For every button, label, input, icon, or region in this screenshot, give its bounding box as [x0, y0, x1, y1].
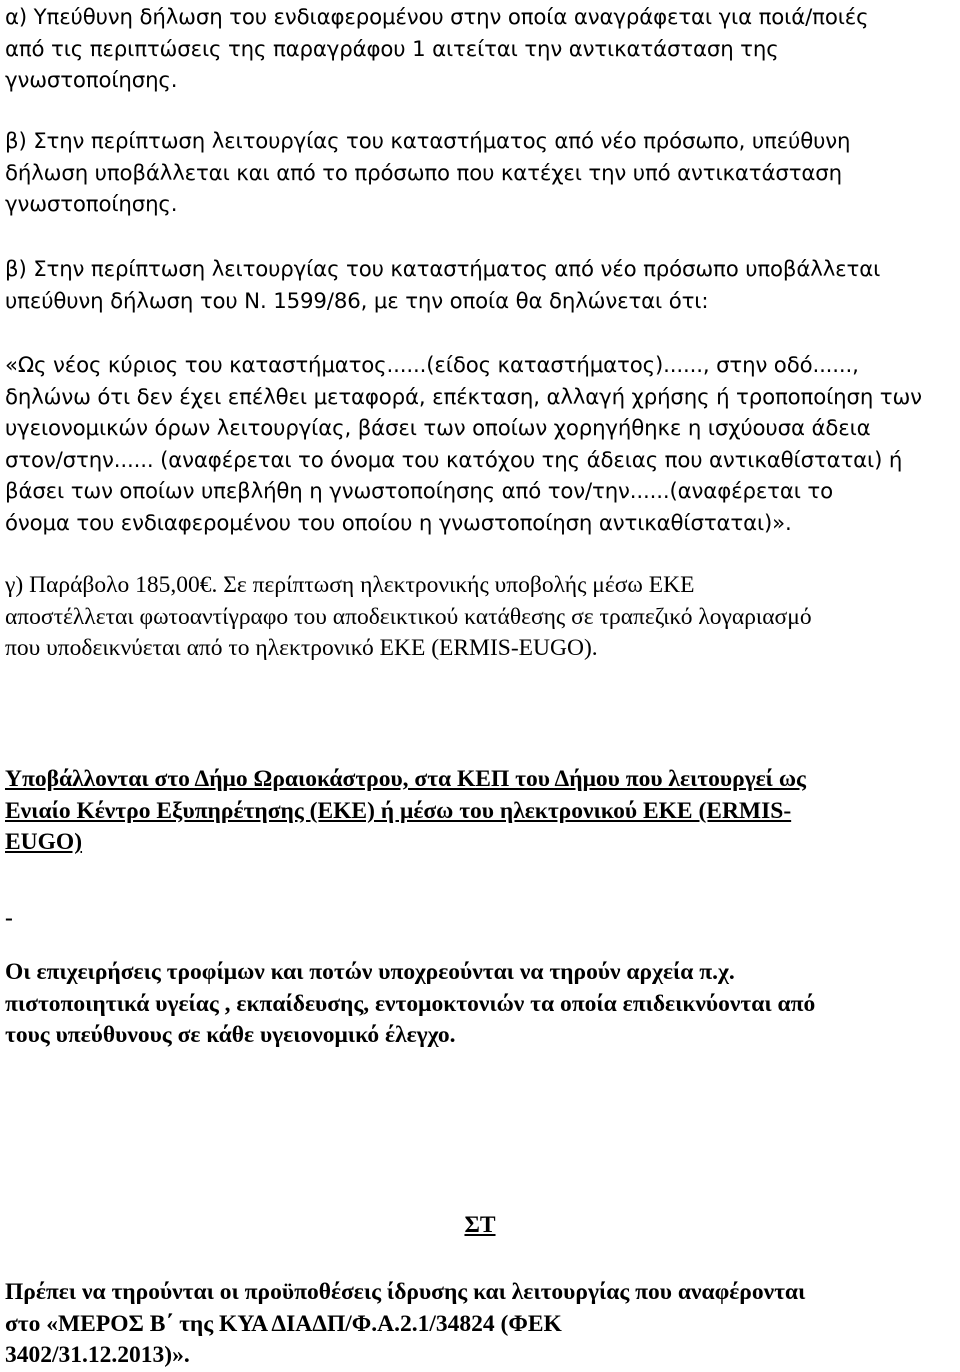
text-line: τους υπεύθυνους σε κάθε υγειονομικό έλεγχο.	[5, 1022, 456, 1048]
text-line: υγειονομικών όρων λειτουργίας, βάσει των οποίων χορηγήθηκε η ισχύουσα άδεια	[5, 416, 871, 441]
text-line: αποστέλλεται φωτοαντίγραφο του αποδεικτικού κατάθεσης σε τραπεζικό λογαριασμό	[5, 603, 812, 630]
text-line: α) Υπεύθυνη δήλωση του ενδιαφερομένου στην οποία αναγράφεται για ποιά/ποιές	[5, 5, 869, 30]
text-line: πιστοποιητικά υγείας , εκπαίδευσης, εντομοκτονιών τα οποία επιδεικνύονται από	[5, 990, 816, 1017]
text-line: δήλωση υποβάλλεται και από το πρόσωπο που κατέχει την υπό αντικατάσταση	[5, 160, 842, 186]
requirements-notice	[5, 1277, 955, 1372]
text-line: Οι επιχειρήσεις τροφίμων και ποτών υποχρεούνται να τηρούν αρχεία π.χ.	[5, 959, 735, 985]
text-line: 3402/31.12.2013)».	[5, 1342, 190, 1368]
paragraph-b-first	[5, 126, 955, 221]
text-line: EUGO)	[5, 829, 83, 855]
text-line: γνωστοποίησης.	[5, 192, 178, 217]
records-notice	[5, 957, 955, 1052]
section-heading-text: ΣΤ	[464, 1212, 496, 1238]
dash-text: -	[5, 905, 13, 931]
text-line: που υποδεικνύεται από το ηλεκτρονικό ΕΚΕ (ERMIS-EUGO).	[5, 635, 598, 661]
text-line: από τις περιπτώσεις της παραγράφου 1 αιτείται την αντικατάσταση της	[5, 36, 779, 62]
paragraph-b-second	[5, 254, 955, 317]
text-line: γ) Παράβολο 185,00€. Σε περίπτωση ηλεκτρονικής υποβολής μέσω ΕΚΕ	[5, 572, 695, 598]
text-line: Πρέπει να τηρούνται οι προϋποθέσεις ίδρυσης και λειτουργίας που αναφέρονται	[5, 1279, 806, 1305]
text-line: όνομα του ενδιαφερομένου του οποίου η γνωστοποίηση αντικαθίσταται)».	[5, 510, 792, 536]
text-line: γνωστοποίησης.	[5, 68, 178, 93]
text-line: «Ως νέος κύριος του καταστήματος......(είδος καταστήματος)......, στην οδό......,	[5, 353, 859, 378]
paragraph-a	[5, 2, 955, 97]
text-line: Ενιαίο Κέντρο Εξυπηρέτησης (ΕΚΕ) ή μέσω του ηλεκτρονικού ΕΚΕ (ERMIS-	[5, 797, 792, 824]
text-line: β) Στην περίπτωση λειτουργίας του καταστήματος από νέο πρόσωπο υποβάλλεται	[5, 257, 881, 282]
submission-notice	[5, 764, 955, 859]
paragraph-c-fee	[5, 570, 955, 665]
declaration-quote	[5, 350, 955, 539]
text-line: Υποβάλλονται στο Δήμο Ωραιοκάστρου, στα ΚΕΠ του Δήμου που λειτουργεί ως	[5, 766, 806, 792]
text-line: στο «ΜΕΡΟΣ Β΄ της ΚΥΑ ΔΙΑΔΠ/Φ.Α.2.1/34824 (ΦΕΚ	[5, 1310, 562, 1337]
text-line: υπεύθυνη δήλωση του Ν. 1599/86, με την οποία θα δηλώνεται ότι:	[5, 288, 709, 314]
text-line: δηλώνω ότι δεν έχει επέλθει μεταφορά, επέκταση, αλλαγή χρήσης ή τροποποίηση των	[5, 384, 922, 410]
text-line: β) Στην περίπτωση λειτουργίας του καταστήματος από νέο πρόσωπο, υπεύθυνη	[5, 129, 851, 154]
text-line: στον/στην...... (αναφέρεται το όνομα του κατόχου της άδειας που αντικαθίσταται) ή	[5, 447, 903, 473]
text-line: βάσει των οποίων υπεβλήθη η γνωστοποίησης από τον/την......(αναφέρεται το	[5, 479, 833, 504]
separator-dash	[5, 903, 955, 935]
section-heading	[0, 1210, 960, 1242]
